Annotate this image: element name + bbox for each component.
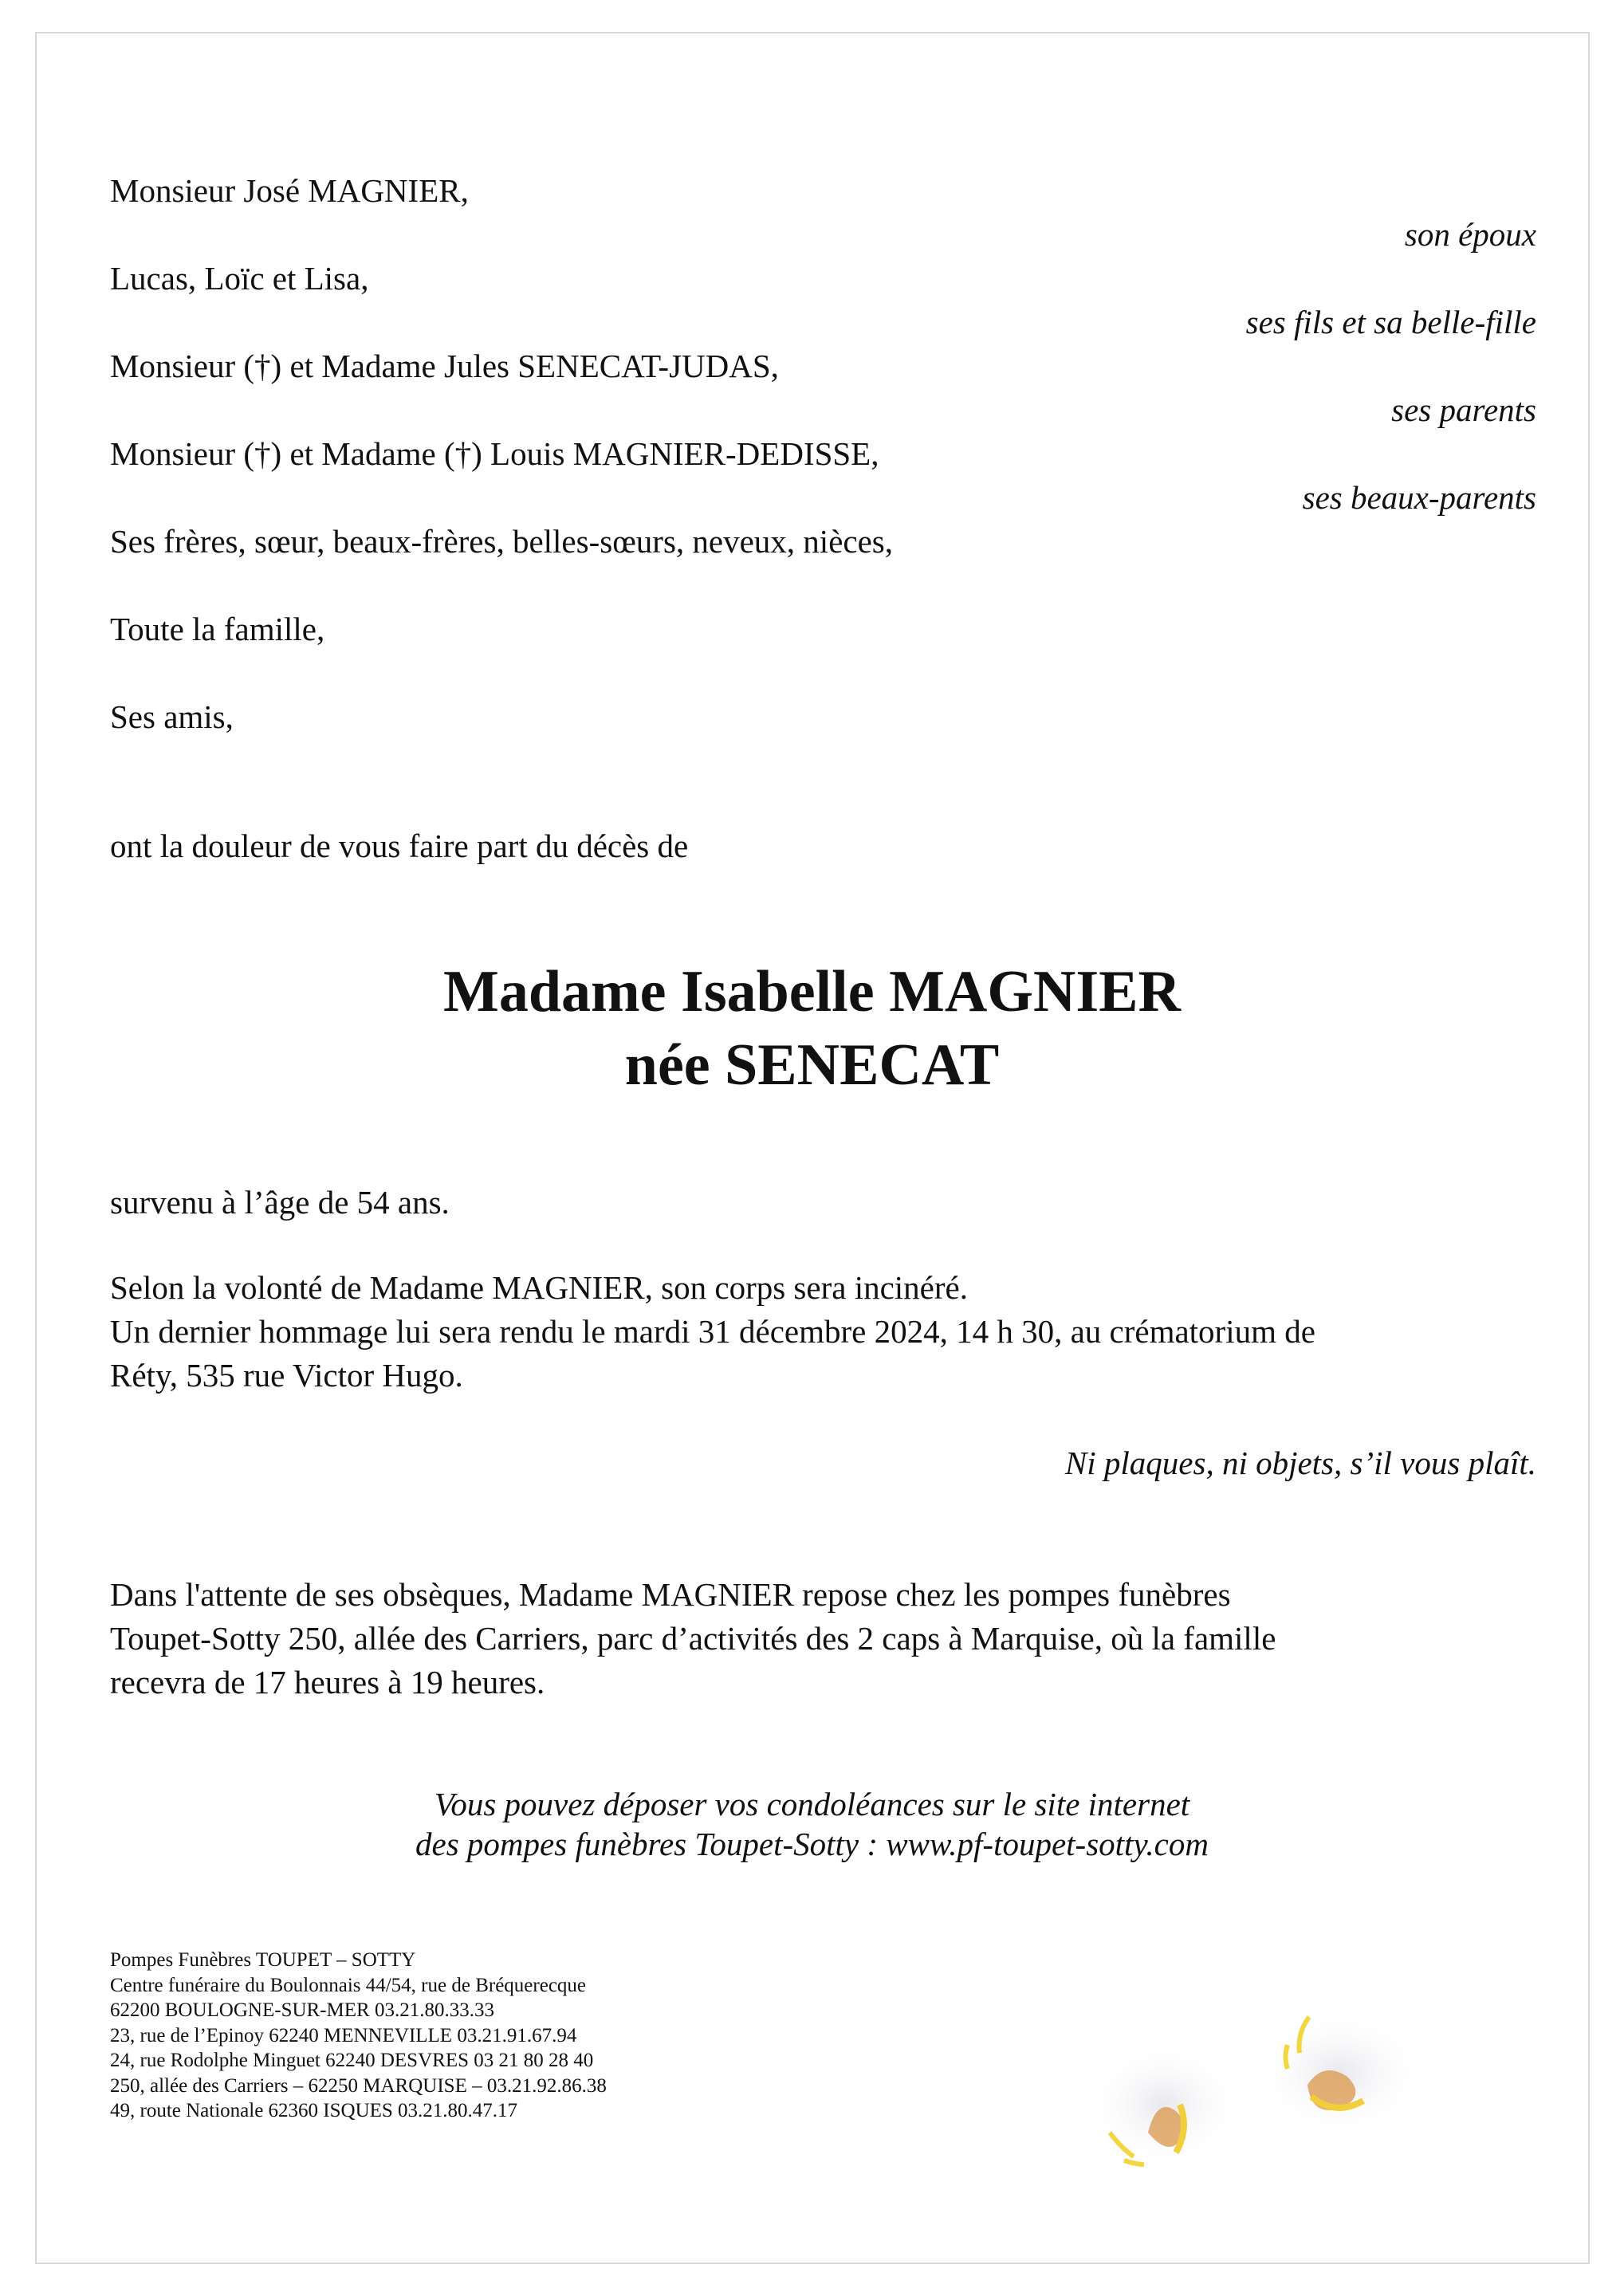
orchid-flowers-image: [1060, 1993, 1539, 2192]
repose-line: Dans l'attente de ses obsèques, Madame MAGNIER repose chez les pompes funèbres: [110, 1576, 1231, 1613]
footer-line: 23, rue de l’Epinoy 62240 MENNEVILLE 03.21.91.67.94: [110, 2024, 577, 2046]
footer-line: 250, allée des Carriers – 62250 MARQUISE – 03.21.92.86.38: [110, 2074, 607, 2097]
family-line-friends: Ses amis,: [110, 698, 234, 735]
ceremony-line: Selon la volonté de Madame MAGNIER, son corps sera incinéré.: [110, 1269, 968, 1306]
repose-line: Toupet-Sotty 250, allée des Carriers, parc d’activités des 2 caps à Marquise, où la famille: [110, 1620, 1276, 1657]
footer-line: 24, rue Rodolphe Minguet 62240 DESVRES 03 21 80 28 40: [110, 2050, 594, 2071]
relation-parents: ses parents: [1391, 391, 1536, 428]
announcement: ont la douleur de vous faire part du décès de: [110, 828, 689, 864]
orchid-right: [1252, 2009, 1427, 2137]
ceremony-paragraph: [110, 1266, 1545, 1398]
footer-line: 49, route Nationale 62360 ISQUES 03.21.80.47.17: [110, 2100, 518, 2121]
ceremony-line: Réty, 535 rue Victor Hugo.: [110, 1357, 463, 1394]
condolences-line: des pompes funèbres Toupet-Sotty : www.pf-toupet-sotty.com: [415, 1826, 1209, 1862]
family-line-parents: Monsieur (†) et Madame Jules SENECAT-JUDAS,: [110, 348, 779, 384]
family-line-siblings: Ses frères, sœur, beaux-frères, belles-sœurs, neveux, nièces,: [110, 523, 893, 560]
relation-spouse: son époux: [1404, 216, 1536, 253]
condolences-line: Vous pouvez déposer vos condoléances sur le site internet: [434, 1786, 1190, 1822]
family-line-spouse: Monsieur José MAGNIER,: [110, 172, 469, 209]
funeral-home-footer: [110, 1948, 607, 2124]
footer-line: Centre funéraire du Boulonnais 44/54, rue de Bréquerecque: [110, 1974, 587, 1996]
orchid-left: [1084, 2041, 1244, 2168]
footer-line: Pompes Funèbres TOUPET – SOTTY: [110, 1949, 416, 1971]
family-line-family: Toute la famille,: [110, 611, 325, 647]
family-line-in-laws: Monsieur (†) et Madame (†) Louis MAGNIER-DEDISSE,: [110, 435, 879, 472]
age-text: survenu à l’âge de 54 ans.: [110, 1184, 450, 1221]
footer-line: 62200 BOULOGNE-SUR-MER 03.21.80.33.33: [110, 1999, 494, 2021]
ceremony-line: Un dernier hommage lui sera rendu le mardi 31 décembre 2024, 14 h 30, au crématorium de: [110, 1313, 1315, 1350]
repose-paragraph: [110, 1573, 1545, 1704]
no-flowers-note: Ni plaques, ni objets, s’il vous plaît.: [1064, 1445, 1536, 1481]
deceased-maiden-name: née SENECAT: [624, 1032, 1000, 1098]
repose-line: recevra de 17 heures à 19 heures.: [110, 1664, 545, 1700]
relation-children: ses fils et sa belle-fille: [1245, 304, 1536, 340]
relation-in-laws: ses beaux-parents: [1302, 479, 1536, 516]
family-line-children: Lucas, Loïc et Lisa,: [110, 260, 369, 297]
deceased-name: Madame Isabelle MAGNIER: [443, 959, 1181, 1024]
